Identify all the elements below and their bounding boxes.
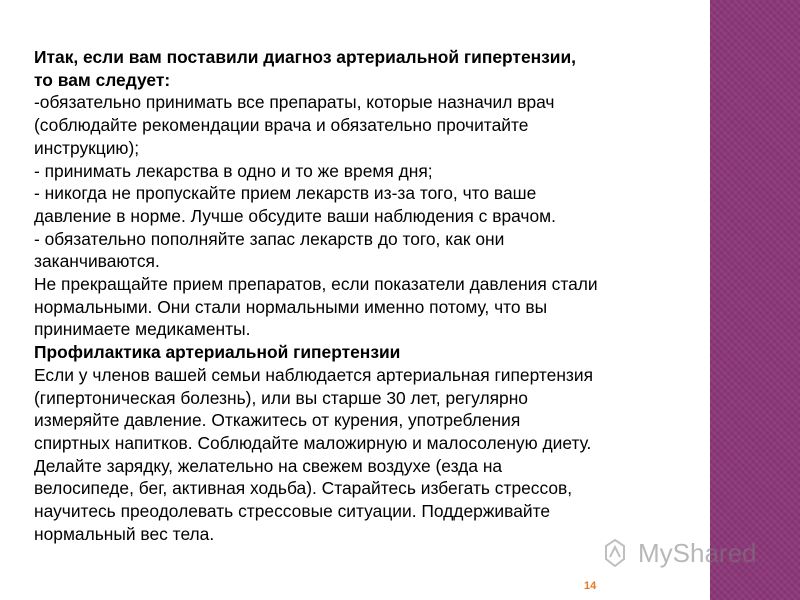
- myshared-logo-icon: [604, 539, 626, 567]
- body-line: инструкцию);: [34, 137, 140, 158]
- body-line: (соблюдайте рекомендации врача и обязательно прочитайте: [34, 115, 529, 136]
- body-line: Если у членов вашей семьи наблюдается артериальная гипертензия: [34, 364, 594, 385]
- body-line: нормальными. Они стали нормальными именно потому, что вы: [34, 296, 548, 317]
- body-line: -обязательно принимать все препараты, которые назначил врач: [34, 92, 555, 113]
- body-line: - обязательно пополняйте запас лекарств до того, как они: [34, 228, 505, 249]
- body-line: научитесь преодолевать стрессовые ситуации. Поддерживайте: [34, 501, 551, 522]
- body-line: давление в норме. Лучше обсудите ваши наблюдения с врачом.: [34, 205, 556, 226]
- watermark: [604, 537, 764, 571]
- slide-text-block: [34, 46, 699, 545]
- page-number: 14: [584, 580, 597, 592]
- body-line: спиртных напитков. Соблюдайте маложирную и малосоленую диету.: [34, 432, 592, 453]
- body-line: Не прекращайте прием препаратов, если показатели давления стали: [34, 274, 598, 295]
- body-line: принимаете медикаменты.: [34, 319, 251, 340]
- heading-line: Профилактика артериальной гипертензии: [34, 342, 401, 363]
- body-line: нормальный вес тела.: [34, 523, 215, 544]
- body-line: - никогда не пропускайте прием лекарств из-за того, что ваше: [34, 183, 537, 204]
- body-line: велосипеде, бег, активная ходьба). Старайтесь избегать стрессов,: [34, 478, 573, 499]
- body-line: Делайте зарядку, желательно на свежем воздухе (езда на: [34, 455, 503, 476]
- heading-line: Итак, если вам поставили диагноз артериальной гипертензии,: [34, 47, 576, 67]
- body-line: заканчиваются.: [34, 251, 160, 272]
- body-line: (гипертоническая болезнь), или вы старше 30 лет, регулярно: [34, 387, 528, 408]
- heading-line: то вам следует:: [34, 69, 171, 90]
- body-line: - принимать лекарства в одно и то же время дня;: [34, 160, 433, 181]
- decorative-sidebar: [710, 0, 800, 600]
- body-line: измеряйте давление. Откажитесь от курения, употребления: [34, 410, 521, 431]
- watermark-text: MyShared: [638, 538, 757, 568]
